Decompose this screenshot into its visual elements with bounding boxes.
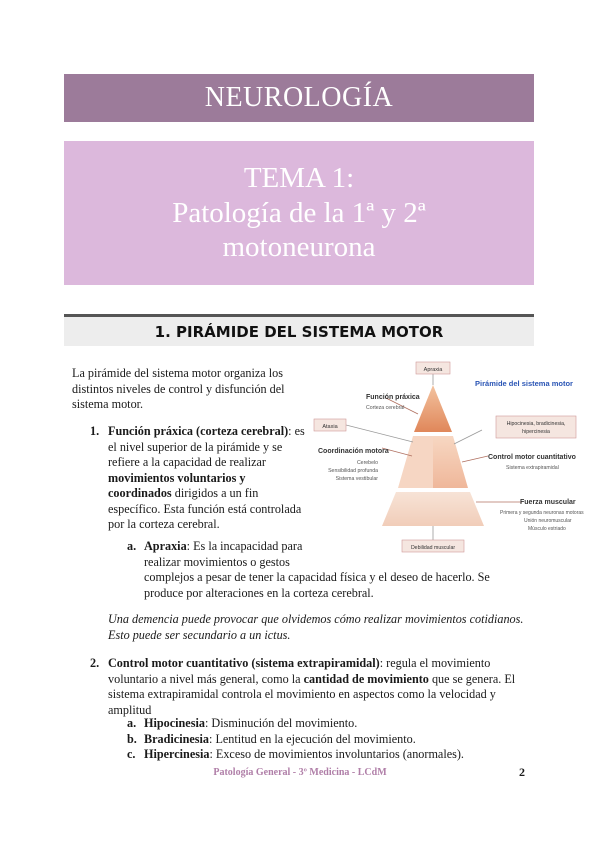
sub-desc: : Disminución del movimiento.: [204, 716, 358, 730]
item-2-line: sistema extrapiramidal controla el movimiento en aspectos como la velocidad y: [108, 687, 496, 701]
sub-desc: : Exceso de movimientos involuntarios (anormales).: [209, 747, 464, 761]
pyramid-tier-praxica: [414, 385, 452, 432]
strength-sub: Unión neuromuscular: [524, 518, 572, 524]
pointer-line: [462, 456, 488, 462]
clinical-note: [108, 612, 523, 643]
sub-term: Bradicinesia: [144, 731, 210, 746]
sub-item: [127, 716, 464, 732]
praxica-label: Función práxica: [366, 394, 420, 401]
intro-line: La pirámide del sistema motor organiza los: [72, 366, 283, 380]
item-2-line: amplitud: [108, 702, 152, 717]
subject-banner: [64, 74, 534, 122]
sub-a-letter: a.: [127, 539, 137, 553]
item-2-body: [108, 656, 515, 718]
item-1-title: Función práxica (corteza cerebral): [108, 424, 289, 438]
pointer-line: [454, 430, 482, 444]
hypokinesia-label: Hipocinesia, bradicinesia,: [506, 421, 566, 427]
pyramid-tier-strength: [382, 492, 484, 526]
strength-sub: Músculo estriado: [528, 526, 566, 532]
topic-line-1: TEMA 1:: [243, 161, 355, 194]
praxica-sub: Corteza cerebral: [366, 405, 405, 411]
sub-letter: b.: [127, 731, 137, 746]
item-2-text: : regula el movimiento: [379, 656, 491, 670]
quantitative-sub: Sistema extrapiramidal: [506, 465, 559, 471]
ataxia-label: Ataxia: [322, 424, 338, 430]
coordination-sub: Cerebelo: [356, 460, 378, 466]
sub-term: Hipercinesia: [144, 747, 210, 761]
topic-banner: [64, 141, 534, 285]
item-2-bold: cantidad de movimiento: [303, 671, 429, 686]
apraxia-term: Apraxia: [144, 539, 187, 553]
intro-line: sistema motor.: [72, 397, 144, 411]
topic-line-3: motoneurona: [222, 231, 376, 264]
sub-letter: a.: [127, 716, 137, 730]
apraxia-label: Apraxia: [423, 367, 443, 373]
footer-text: Patología General - 3º Medicina - LCdM: [213, 767, 387, 778]
intro-line: distintos niveles de control y disfunción del: [72, 381, 285, 396]
sub-a-text: : Es la incapacidad para: [186, 539, 303, 553]
section-title: 1. PIRÁMIDE DEL SISTEMA MOTOR: [154, 322, 444, 341]
weakness-label: Debilidad muscular: [410, 545, 456, 551]
item-1-line: específico. Esta función está controlada: [108, 501, 302, 516]
item-2-title: Control motor cuantitativo (sistema extrapiramidal): [108, 656, 380, 670]
sub-term: Hipocinesia: [144, 716, 205, 730]
item-1-line: refiere a la capacidad de realizar: [108, 455, 266, 469]
item-1-line: el nivel superior de la pirámide y se: [108, 439, 283, 454]
item-1-line: por la corteza cerebral.: [108, 517, 220, 531]
sub-item: [127, 732, 464, 748]
item-2-number: 2.: [90, 656, 100, 670]
sub-a-line: produce por alteraciones en la corteza cerebral.: [144, 585, 374, 600]
sub-letter: c.: [127, 747, 136, 761]
pointer-line: [346, 425, 413, 442]
hypokinesia-label: hipercinesia: [522, 429, 550, 435]
item-1-text: dirigidos a un fin: [171, 486, 259, 500]
sub-desc: : Lentitud en la ejecución del movimiento.: [209, 731, 416, 746]
page-footer: [0, 767, 600, 778]
item-1-text: : es: [288, 424, 305, 438]
coordination-sub: Sensibilidad profunda: [328, 468, 378, 474]
item-1-bold: coordinados: [108, 486, 172, 500]
strength-sub: Primera y segunda neuronas motoras: [500, 510, 584, 516]
strength-label: Fuerza muscular: [520, 499, 576, 506]
item-2-text: que se genera. El: [428, 671, 516, 686]
coordination-sub: Sistema vestibular: [335, 476, 378, 482]
note-line: Una demencia puede provocar que olvidemos cómo realizar movimientos cotidianos.: [108, 612, 524, 626]
figure-title: Pirámide del sistema motor: [475, 379, 573, 388]
motor-pyramid-figure: [312, 356, 584, 556]
item-2-subs: [127, 716, 464, 763]
intro-paragraph: [72, 366, 285, 413]
item-1-number: 1.: [90, 424, 100, 438]
note-line: Esto puede ser secundario a un ictus.: [108, 627, 291, 642]
quantitative-label: Control motor cuantitativo: [488, 454, 576, 461]
topic-line-2: Patología de la 1ª y 2ª: [172, 196, 426, 229]
subject-title: NEUROLOGÍA: [204, 82, 394, 113]
item-1-bold: movimientos voluntarios y: [108, 470, 246, 485]
sub-a-line: complejos a pesar de tener la capacidad física y el deseo de hacerlo. Se: [144, 570, 490, 584]
section-heading: [64, 314, 534, 346]
item-1-body: [108, 424, 308, 533]
item-2-text: voluntario a nivel más general, como la: [108, 671, 304, 686]
sub-a-line: realizar movimientos o gestos: [144, 554, 290, 569]
coordination-label: Coordinación motora: [318, 448, 389, 455]
page-number: 2: [519, 765, 525, 779]
sub-item: [127, 747, 464, 763]
